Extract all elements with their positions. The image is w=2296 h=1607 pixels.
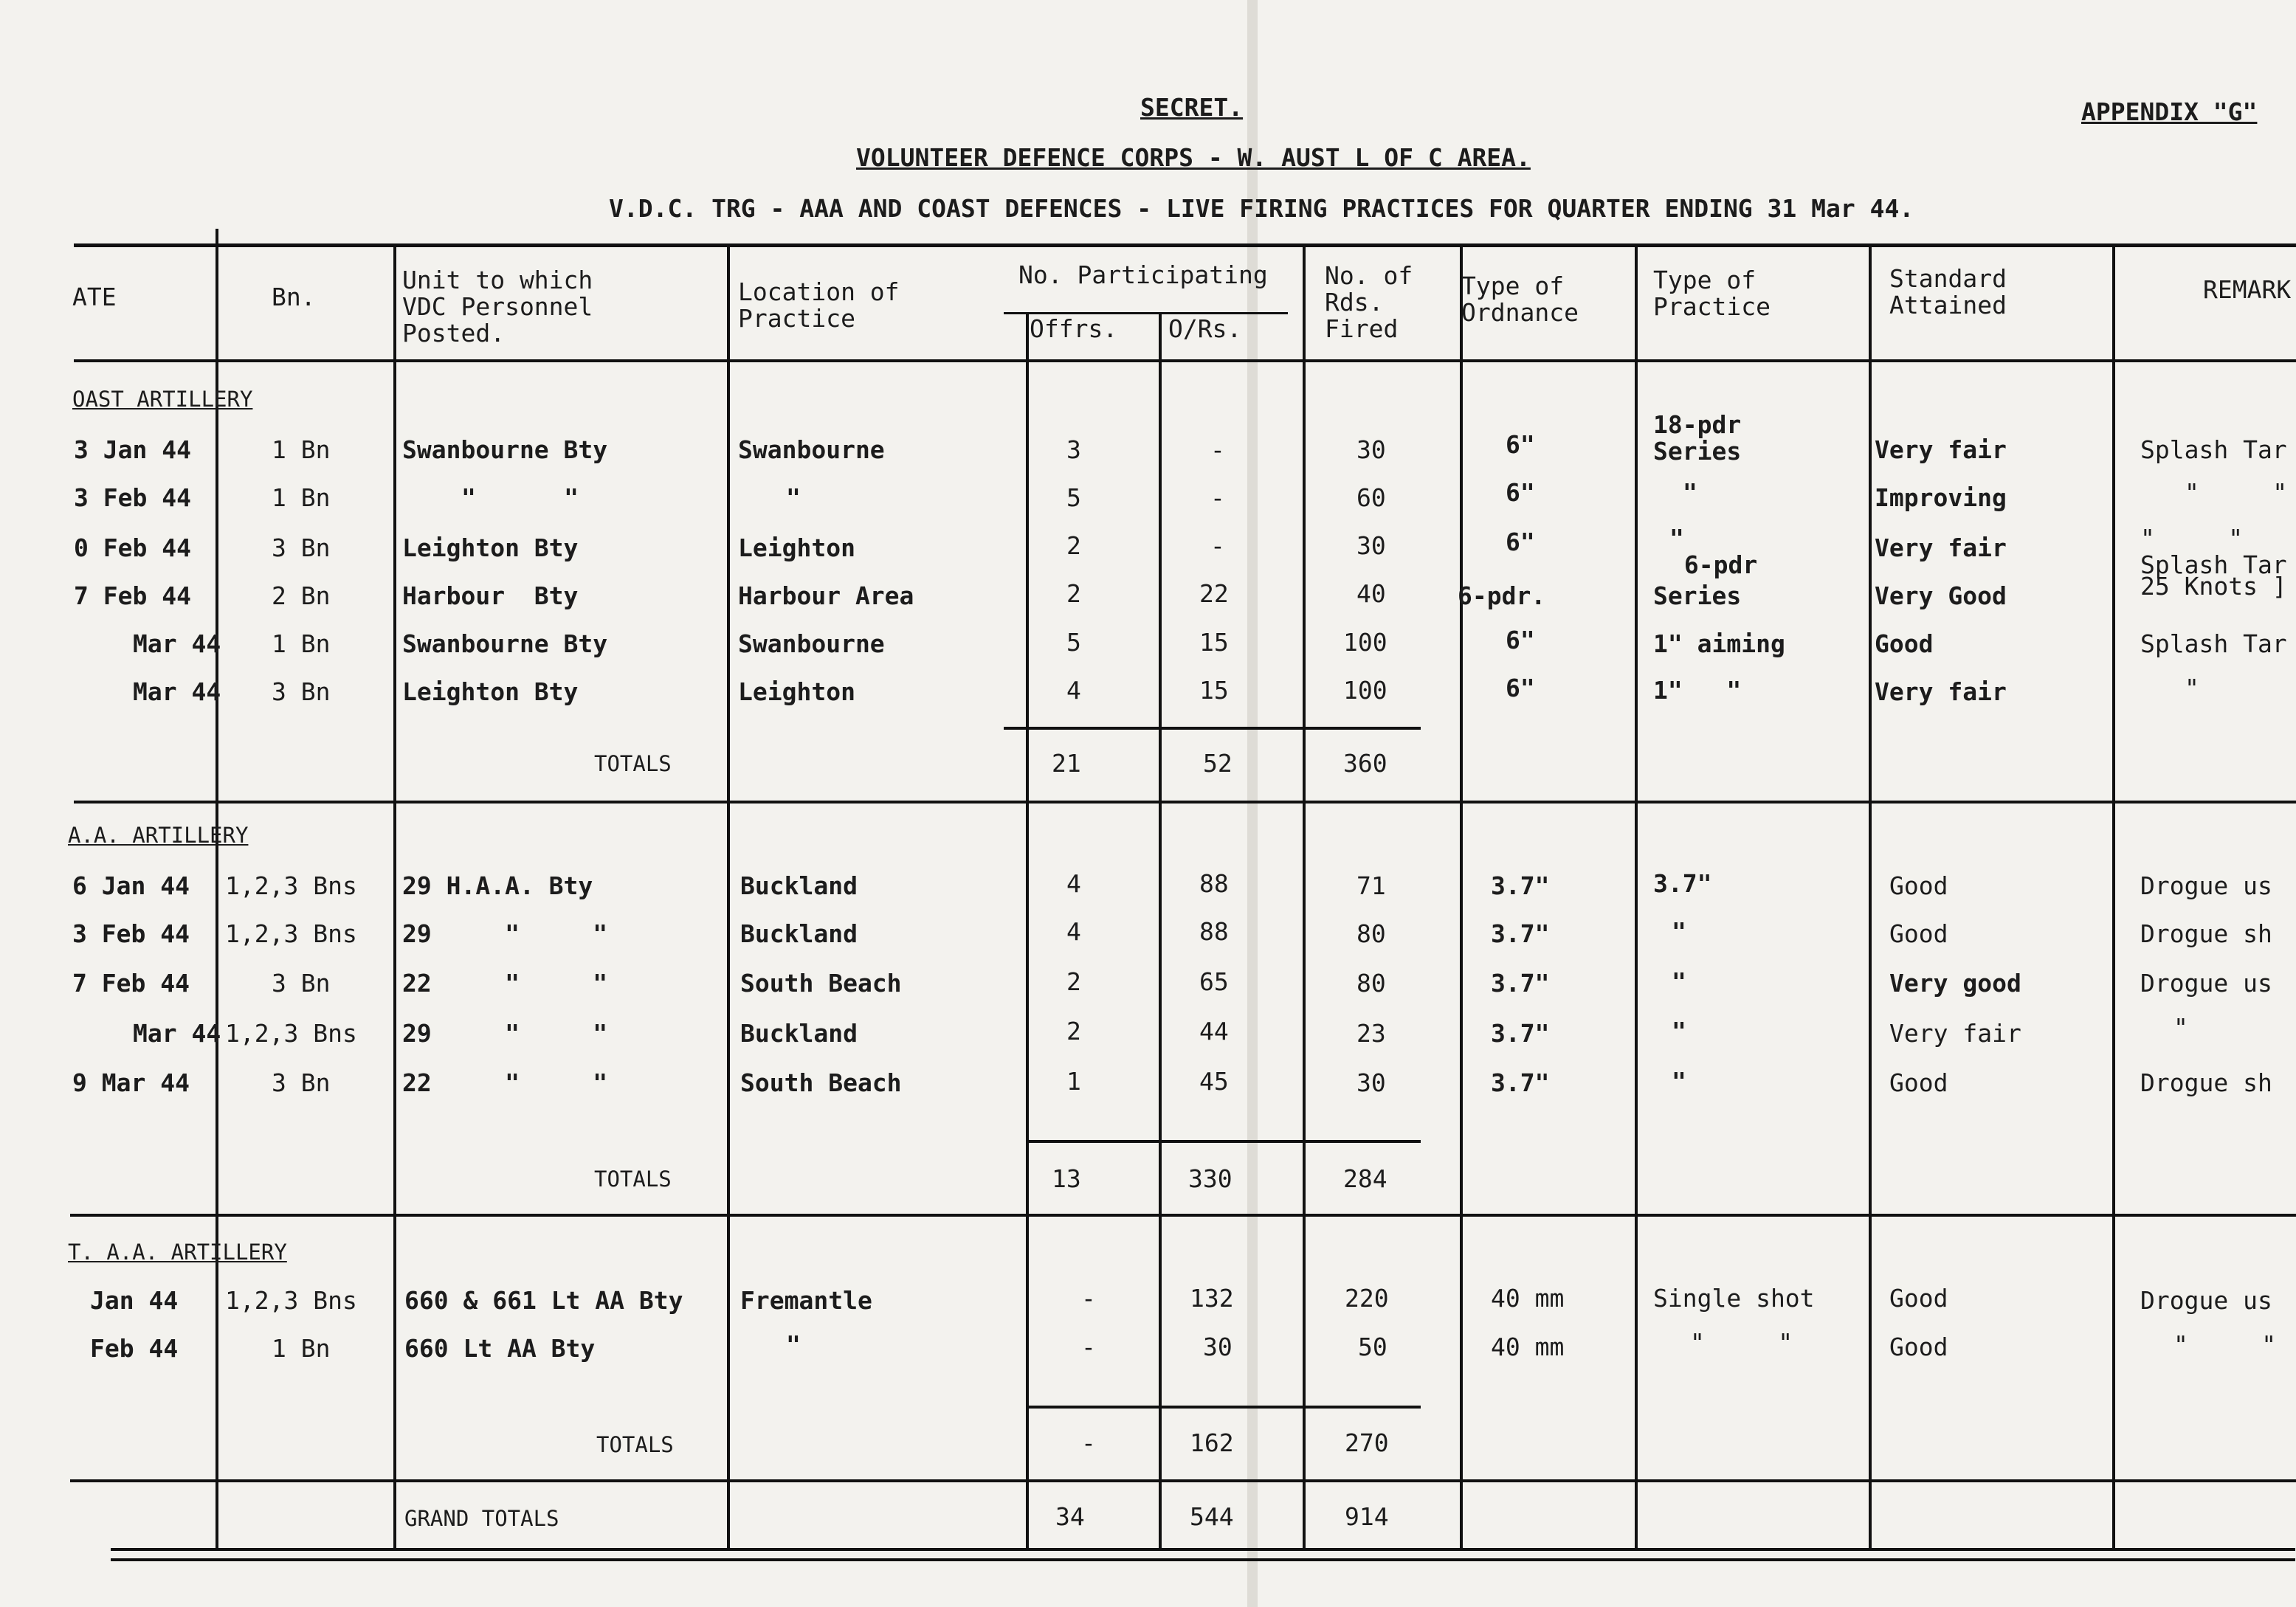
totals-ors: 330 xyxy=(1188,1164,1233,1193)
cell-date: 3 Feb 44 xyxy=(72,919,190,948)
grand-totals-rds: 914 xyxy=(1345,1502,1389,1531)
secret-marking: SECRET. xyxy=(1140,93,1244,122)
rule-totals2 xyxy=(1026,1140,1421,1143)
cell-unit: 660 Lt AA Bty xyxy=(404,1334,596,1363)
cell-practice: " " xyxy=(1690,1328,1793,1357)
cell-unit: 22 " " xyxy=(402,969,608,998)
cell-remarks: Drogue us xyxy=(2140,969,2272,998)
section-title: OAST ARTILLERY xyxy=(72,387,253,412)
cell-remarks: " xyxy=(2173,1013,2188,1042)
cell-ors: - xyxy=(1210,483,1225,512)
cell-bn: 1 Bn xyxy=(272,1334,331,1363)
header-rds: No. of Rds. Fired xyxy=(1325,261,1413,343)
cell-ors: - xyxy=(1210,435,1225,464)
cell-practice: " 6-pdr xyxy=(1669,524,1758,579)
cell-practice: 1" " xyxy=(1653,676,1742,705)
cell-date: Jan 44 xyxy=(90,1286,179,1315)
cell-location: Harbour Area xyxy=(738,581,914,610)
cell-rds: 60 xyxy=(1356,483,1386,512)
cell-rds: 100 xyxy=(1343,676,1387,705)
cell-bn: 1,2,3 Bns xyxy=(225,871,357,900)
cell-remarks: Drogue sh xyxy=(2140,1068,2272,1097)
appendix-label: APPENDIX "G" xyxy=(2081,97,2258,126)
cell-bn: 1 Bn xyxy=(272,435,331,464)
rule-double-2 xyxy=(111,1558,2295,1561)
cell-practice: " xyxy=(1672,1067,1686,1096)
vline-9 xyxy=(1869,243,1872,1549)
cell-standard: Improving xyxy=(1875,483,2007,512)
cell-location: Fremantle xyxy=(740,1286,872,1315)
cell-rds: 100 xyxy=(1343,628,1387,657)
header-participating: No. Participating xyxy=(1018,260,1268,289)
cell-unit: 29 H.A.A. Bty xyxy=(402,871,593,900)
header-ors: O/Rs. xyxy=(1168,314,1242,343)
cell-offrs: 5 xyxy=(1066,628,1081,657)
header-offrs: Offrs. xyxy=(1030,314,1118,343)
cell-remarks: Splash Tar xyxy=(2140,435,2287,464)
vline-3 xyxy=(727,243,730,1549)
cell-date: Mar 44 xyxy=(133,677,221,706)
cell-standard: Very fair xyxy=(1889,1019,2021,1048)
cell-bn: 1,2,3 Bns xyxy=(225,919,357,948)
cell-date: Mar 44 xyxy=(133,629,221,658)
cell-rds: 80 xyxy=(1356,919,1386,948)
cell-rds: 40 xyxy=(1356,579,1386,608)
cell-date: 9 Mar 44 xyxy=(72,1068,190,1097)
cell-practice: Series xyxy=(1653,581,1742,610)
totals-label: TOTALS xyxy=(594,751,672,776)
cell-standard: Very fair xyxy=(1875,533,2007,562)
header-practice: Type of Practice xyxy=(1653,266,1771,321)
cell-location: " xyxy=(786,1330,801,1359)
cell-ors: 132 xyxy=(1190,1284,1234,1313)
cell-location: South Beach xyxy=(740,969,902,998)
cell-offrs: 2 xyxy=(1066,1017,1081,1046)
cell-offrs: 5 xyxy=(1066,483,1081,512)
cell-standard: Good xyxy=(1889,871,1948,900)
grand-totals-offrs: 34 xyxy=(1055,1502,1085,1531)
cell-ors: 15 xyxy=(1199,676,1229,705)
rule-totals1 xyxy=(1004,727,1421,730)
cell-remarks: " xyxy=(2185,674,2199,702)
cell-ordnance: 3.7" xyxy=(1491,1019,1550,1048)
cell-ordnance: 6" xyxy=(1506,430,1535,459)
cell-offrs: 3 xyxy=(1066,435,1081,464)
cell-offrs: 2 xyxy=(1066,967,1081,996)
cell-offrs: 4 xyxy=(1066,869,1081,898)
grand-totals-label: GRAND TOTALS xyxy=(404,1506,559,1531)
header-bn: Bn. xyxy=(272,283,316,311)
cell-ordnance: 3.7" xyxy=(1491,919,1550,948)
cell-ordnance: 3.7" xyxy=(1491,1068,1550,1097)
cell-date: Feb 44 xyxy=(90,1334,179,1363)
vline-8 xyxy=(1635,243,1638,1549)
cell-offrs: - xyxy=(1081,1333,1096,1361)
cell-location: Buckland xyxy=(740,919,858,948)
vline-1 xyxy=(216,229,218,1549)
cell-location: Leighton xyxy=(738,677,855,706)
totals-label: TOTALS xyxy=(594,1167,672,1192)
rule-header-bottom xyxy=(74,359,2296,362)
cell-rds: 71 xyxy=(1356,871,1386,900)
cell-ors: 65 xyxy=(1199,967,1229,996)
cell-ordnance: 6" xyxy=(1506,478,1535,507)
cell-remarks: Splash Tar xyxy=(2140,629,2287,658)
totals-ors: 52 xyxy=(1203,749,1233,778)
cell-ors: 15 xyxy=(1199,628,1229,657)
rule-section1-bottom xyxy=(74,801,2296,804)
cell-standard: Good xyxy=(1889,1068,1948,1097)
header-remarks: REMARK xyxy=(2203,275,2292,304)
rule-section3-bottom xyxy=(70,1479,2296,1482)
cell-offrs: 1 xyxy=(1066,1067,1081,1096)
cell-practice: 3.7" xyxy=(1653,869,1712,898)
cell-ordnance: 6" xyxy=(1506,674,1535,702)
cell-practice: " xyxy=(1672,917,1686,946)
vline-2 xyxy=(393,243,396,1549)
cell-offrs: 4 xyxy=(1066,917,1081,946)
cell-rds: 220 xyxy=(1345,1284,1389,1313)
totals-offrs: - xyxy=(1081,1428,1096,1457)
cell-rds: 30 xyxy=(1356,1068,1386,1097)
cell-bn: 3 Bn xyxy=(272,1068,331,1097)
cell-date: 0 Feb 44 xyxy=(74,533,191,562)
totals-label: TOTALS xyxy=(596,1432,674,1457)
cell-offrs: - xyxy=(1081,1284,1096,1313)
paper-fold xyxy=(1247,0,1258,1607)
cell-ors: 30 xyxy=(1203,1333,1233,1361)
rule-section2-bottom xyxy=(70,1214,2296,1217)
cell-remarks: Drogue us xyxy=(2140,1286,2272,1315)
cell-bn: 1,2,3 Bns xyxy=(225,1286,357,1315)
cell-unit: 22 " " xyxy=(402,1068,608,1097)
cell-rds: 30 xyxy=(1356,435,1386,464)
vline-6 xyxy=(1303,243,1306,1549)
cell-date: 7 Feb 44 xyxy=(74,581,191,610)
cell-location: Swanbourne xyxy=(738,629,885,658)
cell-offrs: 2 xyxy=(1066,579,1081,608)
cell-bn: 3 Bn xyxy=(272,533,331,562)
cell-bn: 1 Bn xyxy=(272,629,331,658)
cell-practice: Single shot xyxy=(1653,1284,1815,1313)
document-title: VOLUNTEER DEFENCE CORPS - W. AUST L OF C AREA. xyxy=(856,143,1531,172)
cell-standard: Very fair xyxy=(1875,677,2007,706)
cell-unit: Leighton Bty xyxy=(402,677,579,706)
rule-totals3 xyxy=(1026,1406,1421,1409)
cell-practice: " xyxy=(1672,967,1686,996)
cell-date: 3 Jan 44 xyxy=(74,435,191,464)
cell-unit: 660 & 661 Lt AA Bty xyxy=(404,1286,683,1315)
cell-bn: 1,2,3 Bns xyxy=(225,1019,357,1048)
cell-unit: " " xyxy=(461,483,579,512)
cell-remarks: " " Splash Tar xyxy=(2140,524,2287,579)
cell-practice: 1" aiming xyxy=(1653,629,1785,658)
cell-ordnance: 6-pdr. xyxy=(1458,581,1546,610)
cell-location: South Beach xyxy=(740,1068,902,1097)
cell-rds: 23 xyxy=(1356,1019,1386,1048)
cell-ors: 88 xyxy=(1199,869,1229,898)
cell-remarks: 25 Knots ] xyxy=(2140,572,2287,601)
cell-ors: 88 xyxy=(1199,917,1229,946)
vline-4 xyxy=(1026,314,1029,1549)
cell-practice: " xyxy=(1672,1017,1686,1046)
vline-5 xyxy=(1159,314,1162,1549)
cell-date: 6 Jan 44 xyxy=(72,871,190,900)
cell-ordnance: 3.7" xyxy=(1491,969,1550,998)
header-standard: Standard Attained xyxy=(1889,264,2007,319)
cell-date: Mar 44 xyxy=(133,1019,221,1048)
cell-standard: Very good xyxy=(1889,969,2021,998)
cell-location: Buckland xyxy=(740,1019,858,1048)
header-ordnance: Type of Ordnance xyxy=(1461,272,1579,327)
cell-standard: Good xyxy=(1889,1333,1948,1361)
grand-totals-ors: 544 xyxy=(1190,1502,1234,1531)
cell-rds: 80 xyxy=(1356,969,1386,998)
rule-top xyxy=(74,243,2296,247)
cell-unit: 29 " " xyxy=(402,1019,608,1048)
cell-standard: Very Good xyxy=(1875,581,2007,610)
cell-standard: Very fair xyxy=(1875,435,2007,464)
cell-bn: 3 Bn xyxy=(272,969,331,998)
cell-remarks: Drogue sh xyxy=(2140,919,2272,948)
cell-date: 3 Feb 44 xyxy=(74,483,191,512)
totals-rds: 270 xyxy=(1345,1428,1389,1457)
cell-bn: 2 Bn xyxy=(272,581,331,610)
cell-standard: Good xyxy=(1875,629,1934,658)
cell-ordnance: 3.7" xyxy=(1491,871,1550,900)
cell-unit: 29 " " xyxy=(402,919,608,948)
cell-rds: 50 xyxy=(1358,1333,1387,1361)
rule-double-1 xyxy=(111,1548,2295,1551)
cell-remarks: " " xyxy=(2173,1330,2277,1359)
cell-remarks: " " xyxy=(2185,478,2288,507)
totals-ors: 162 xyxy=(1190,1428,1234,1457)
cell-ors: 22 xyxy=(1199,579,1229,608)
cell-bn: 1 Bn xyxy=(272,483,331,512)
header-location: Location of Practice xyxy=(738,277,900,333)
vline-10 xyxy=(2112,243,2115,1549)
cell-standard: Good xyxy=(1889,919,1948,948)
document-subtitle: V.D.C. TRG - AAA AND COAST DEFENCES - LIVE FIRING PRACTICES FOR QUARTER ENDING 31 Mar 44. xyxy=(609,194,1914,223)
cell-ors: 45 xyxy=(1199,1067,1229,1096)
cell-location: Buckland xyxy=(740,871,858,900)
totals-rds: 360 xyxy=(1343,749,1387,778)
cell-offrs: 2 xyxy=(1066,531,1081,560)
cell-unit: Swanbourne Bty xyxy=(402,435,608,464)
totals-rds: 284 xyxy=(1343,1164,1387,1193)
cell-location: " xyxy=(786,483,801,512)
cell-ordnance: 6" xyxy=(1506,528,1535,556)
cell-offrs: 4 xyxy=(1066,676,1081,705)
cell-unit: Swanbourne Bty xyxy=(402,629,608,658)
cell-ors: - xyxy=(1210,531,1225,560)
header-unit: Unit to which VDC Personnel Posted. xyxy=(402,266,593,348)
cell-location: Swanbourne xyxy=(738,435,885,464)
section-title: T. A.A. ARTILLERY xyxy=(68,1240,287,1265)
cell-ordnance: 40 mm xyxy=(1491,1333,1565,1361)
cell-bn: 3 Bn xyxy=(272,677,331,706)
cell-unit: Leighton Bty xyxy=(402,533,579,562)
cell-location: Leighton xyxy=(738,533,855,562)
cell-rds: 30 xyxy=(1356,531,1386,560)
section-title: A.A. ARTILLERY xyxy=(68,823,249,848)
cell-remarks: Drogue us xyxy=(2140,871,2272,900)
header-date: ATE xyxy=(72,283,117,311)
totals-offrs: 21 xyxy=(1052,749,1081,778)
cell-practice: " xyxy=(1683,478,1697,507)
cell-standard: Good xyxy=(1889,1284,1948,1313)
totals-offrs: 13 xyxy=(1052,1164,1081,1193)
cell-practice: 18-pdr Series xyxy=(1653,410,1742,466)
cell-ordnance: 40 mm xyxy=(1491,1284,1565,1313)
vline-7 xyxy=(1460,243,1463,1549)
cell-unit: Harbour Bty xyxy=(402,581,579,610)
cell-ordnance: 6" xyxy=(1506,626,1535,654)
cell-ors: 44 xyxy=(1199,1017,1229,1046)
cell-date: 7 Feb 44 xyxy=(72,969,190,998)
